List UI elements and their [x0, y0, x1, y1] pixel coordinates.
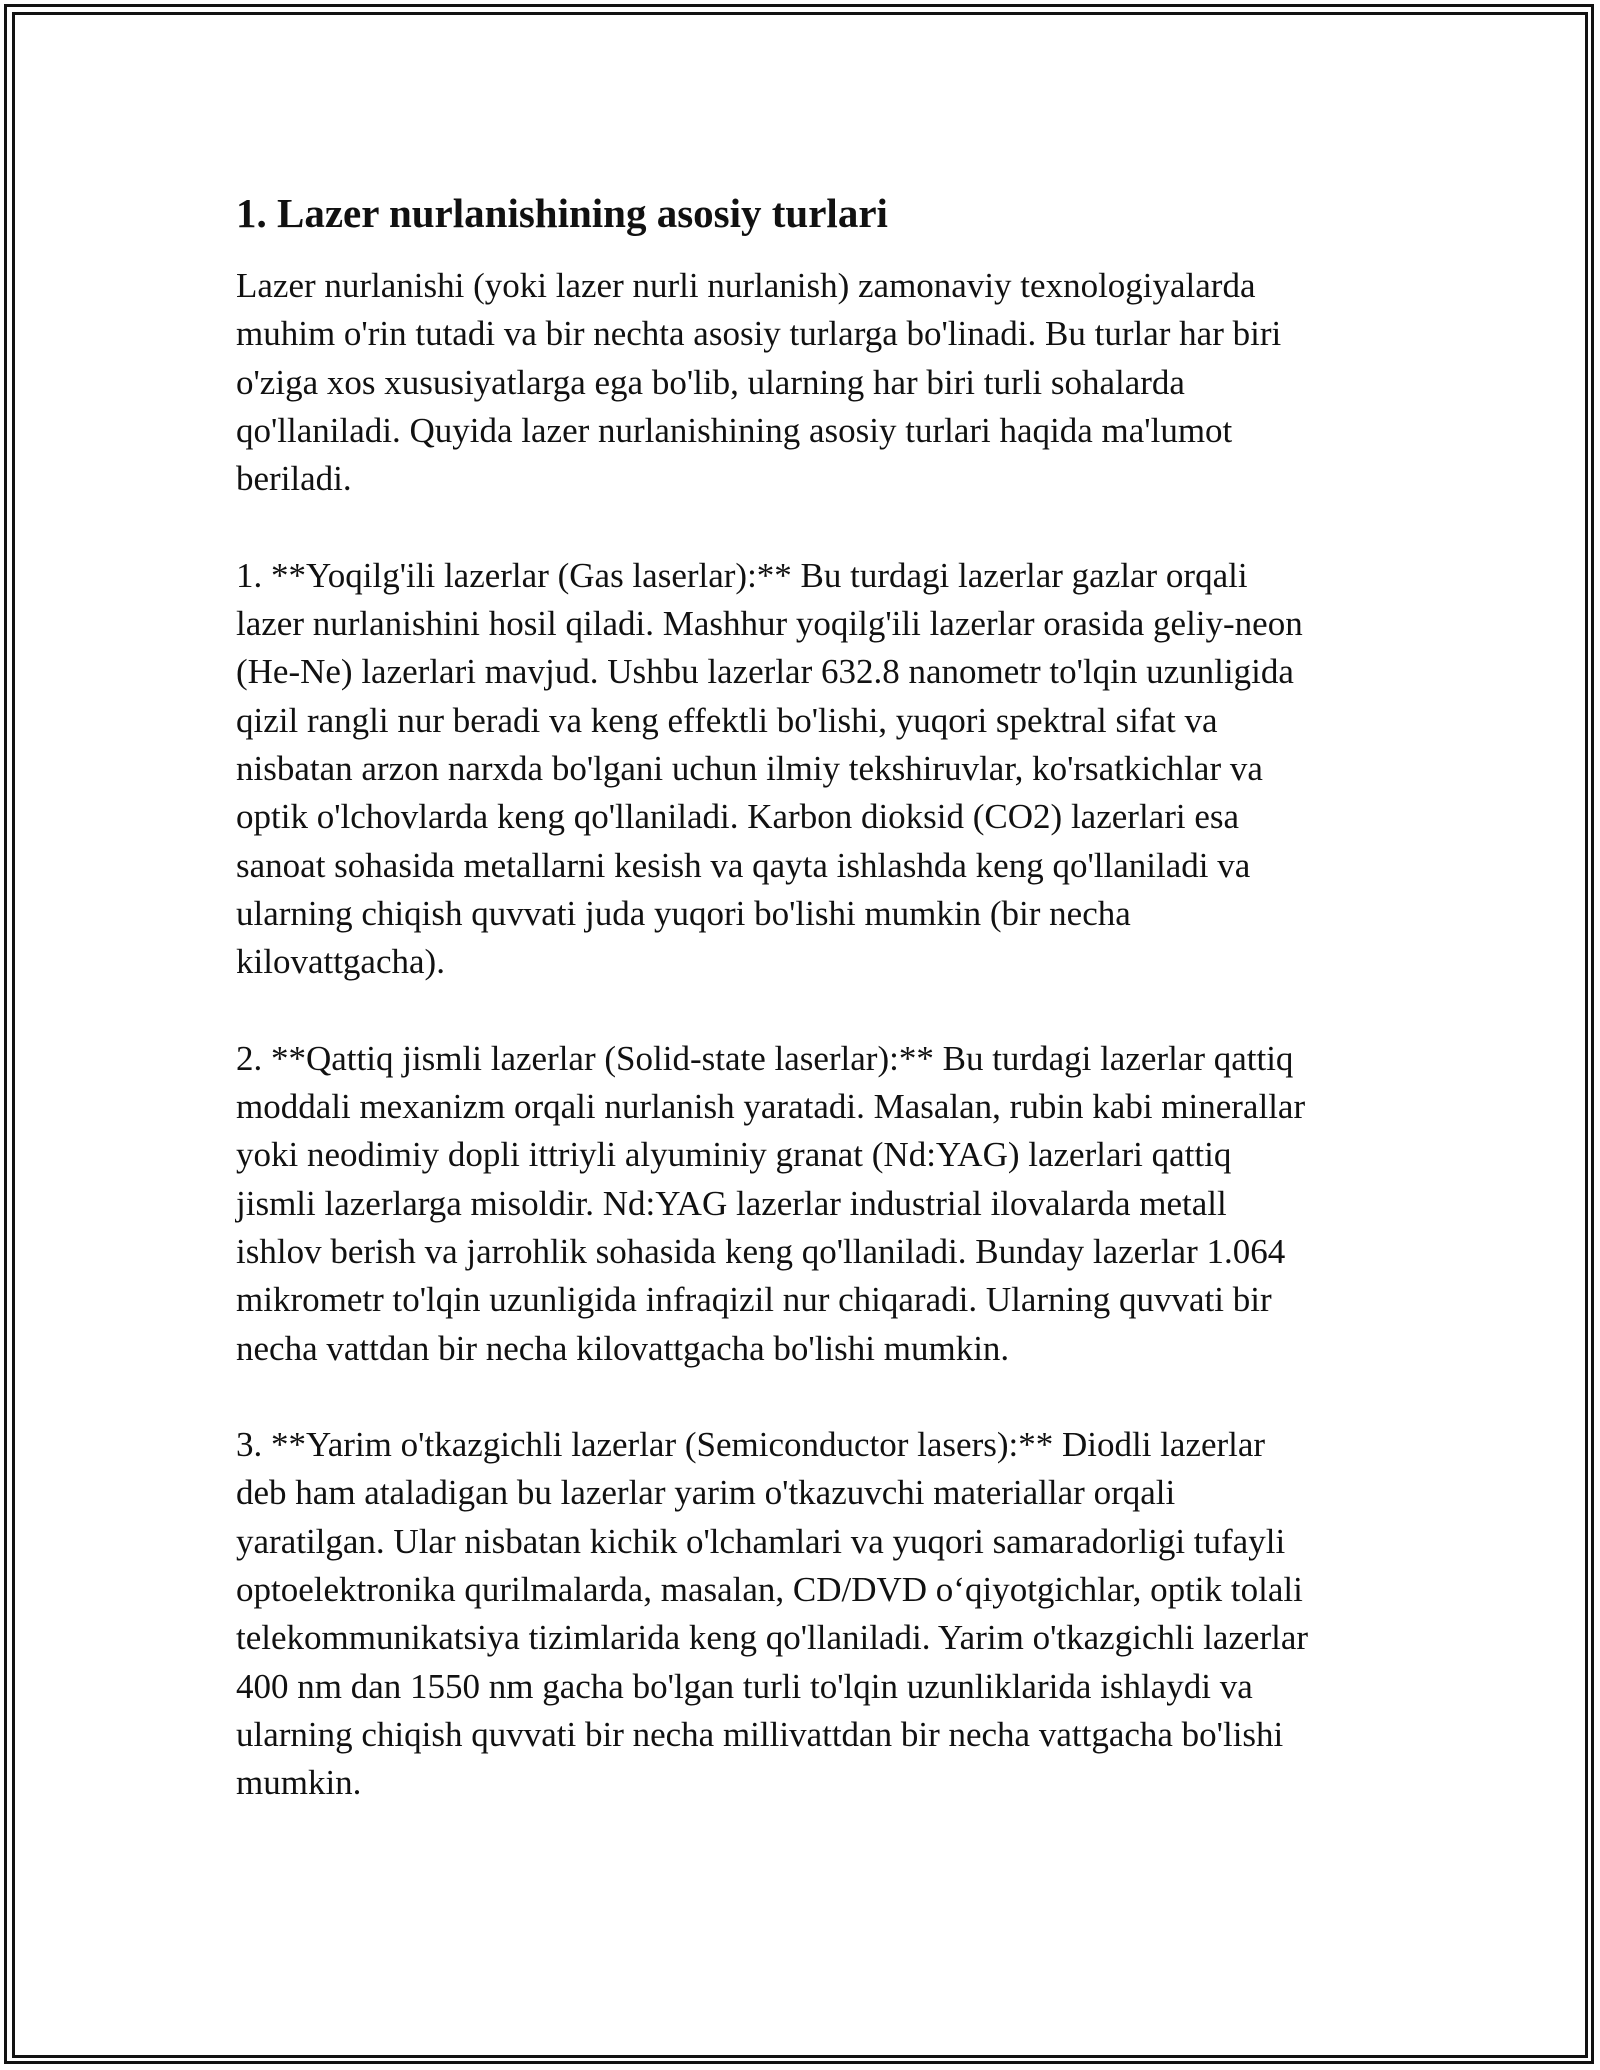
paragraph-line: qizil rangli nur beradi va keng effektli bo'lishi, yuqori spektral sifat va [236, 700, 1218, 740]
paragraph-line: optik o'lchovlarda keng qo'llaniladi. Karbon dioksid (CO2) lazerlari esa [236, 797, 1240, 837]
paragraph-line: 1. **Yoqilg'ili lazerlar (Gas laserlar):** Bu turdagi lazerlar gazlar orqali [236, 555, 1248, 595]
paragraph-line: sanoat sohasida metallarni kesish va qayta ishlashda keng qo'llaniladi va [236, 845, 1251, 885]
document-body [236, 186, 1376, 1856]
section-heading: 1. Lazer nurlanishining asosiy turlari [236, 190, 888, 236]
paragraph-line: optoelektronika qurilmalarda, masalan, CD/DVD o‘qiyotgichlar, optik tolali [236, 1570, 1303, 1610]
paragraph-line: ularning chiqish quvvati juda yuqori bo'lishi mumkin (bir necha [236, 893, 1131, 933]
semiconductor-lasers-paragraph [236, 1421, 1376, 1807]
paragraph-line: Lazer nurlanishi (yoki lazer nurli nurlanish) zamonaviy texnologiyalarda [236, 266, 1256, 305]
paragraph-line: lazer nurlanishini hosil qiladi. Mashhur yoqilg'ili lazerlar orasida geliy-neon [236, 604, 1303, 644]
intro-paragraph [236, 262, 1376, 503]
paragraph-line: o'ziga xos xususiyatlarga ega bo'lib, ularning har biri turli sohalarda [236, 362, 1185, 402]
paragraph-line: yoki neodimiy dopli ittriyli alyuminiy granat (Nd:YAG) lazerlari qattiq [236, 1135, 1232, 1175]
paragraph-line: kilovattgacha). [236, 942, 445, 982]
paragraph-line: 3. **Yarim o'tkazgichli lazerlar (Semiconductor lasers):** Diodli lazerlar [236, 1425, 1266, 1465]
paragraph-line: jismli lazerlarga misoldir. Nd:YAG lazerlar industrial ilovalarda metall [236, 1183, 1227, 1223]
paragraph-line: necha vattdan bir necha kilovattgacha bo'lishi mumkin. [236, 1328, 1010, 1368]
paragraph-line: muhim o'rin tutadi va bir nechta asosiy turlarga bo'linadi. Bu turlar har biri [236, 314, 1282, 354]
paragraph-line: deb ham ataladigan bu lazerlar yarim o'tkazuvchi materiallar orqali [236, 1473, 1176, 1513]
paragraph-line: mikrometr to'lqin uzunligida infraqizil nur chiqaradi. Ularning quvvati bir [236, 1280, 1272, 1320]
gas-lasers-paragraph [236, 552, 1376, 987]
paragraph-line: 2. **Qattiq jismli lazerlar (Solid-state laserlar):** Bu turdagi lazerlar qattiq [236, 1038, 1294, 1078]
paragraph-line: nisbatan arzon narxda bo'lgani uchun ilmiy tekshiruvlar, ko'rsatkichlar va [236, 748, 1263, 788]
paragraph-line: qo'llaniladi. Quyida lazer nurlanishining asosiy turlari haqida ma'lumot [236, 410, 1233, 450]
paragraph-line: beriladi. [236, 459, 352, 499]
paragraph-line: ularning chiqish quvvati bir necha millivattdan bir necha vattgacha bo'lishi [236, 1714, 1284, 1754]
paragraph-line: moddali mexanizm orqali nurlanish yaratadi. Masalan, rubin kabi minerallar [236, 1087, 1306, 1127]
paragraph-line: telekommunikatsiya tizimlarida keng qo'llaniladi. Yarim o'tkazgichli lazerlar [236, 1618, 1309, 1658]
paragraph-line: mumkin. [236, 1763, 362, 1803]
paragraph-line: (He-Ne) lazerlari mavjud. Ushbu lazerlar 632.8 nanometr to'lqin uzunligida [236, 652, 1294, 692]
paragraph-line: ishlov berish va jarrohlik sohasida keng qo'llaniladi. Bunday lazerlar 1.064 [236, 1231, 1286, 1271]
solid-state-lasers-paragraph [236, 1035, 1376, 1373]
paragraph-line: yaratilgan. Ular nisbatan kichik o'lchamlari va yuqori samaradorligi tufayli [236, 1521, 1286, 1561]
paragraph-line: 400 nm dan 1550 nm gacha bo'lgan turli to'lqin uzunliklarida ishlaydi va [236, 1666, 1253, 1706]
